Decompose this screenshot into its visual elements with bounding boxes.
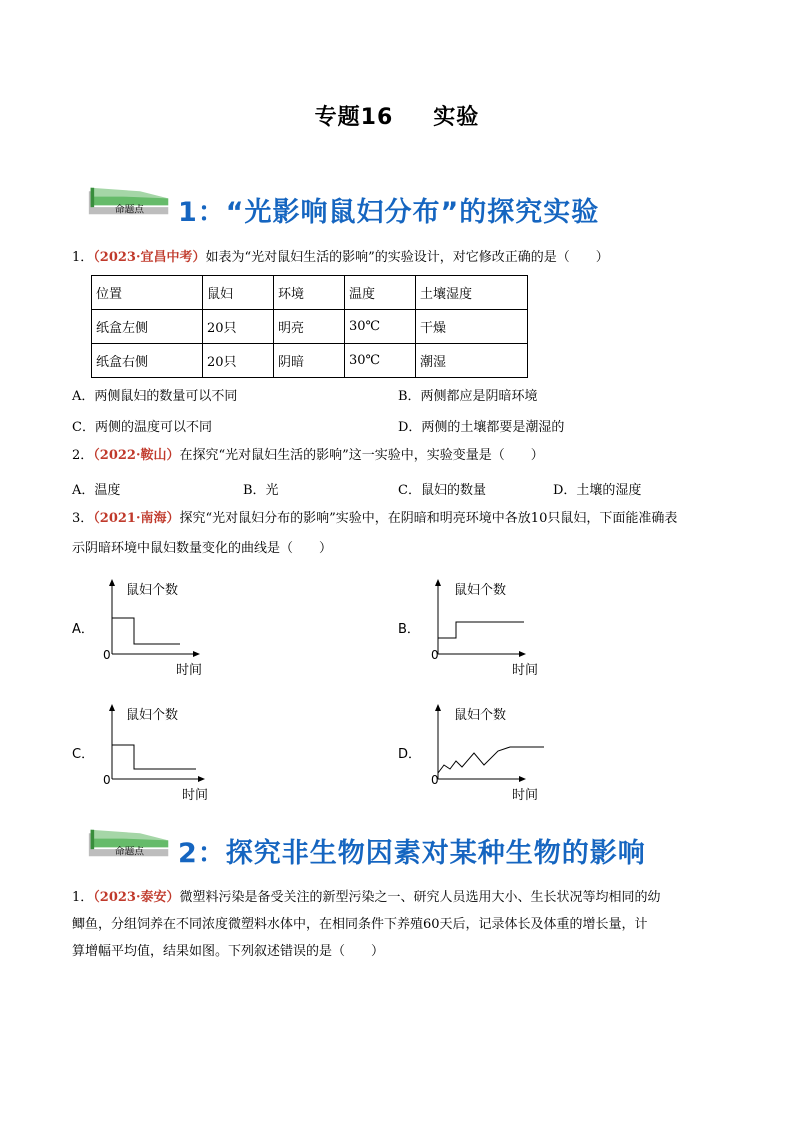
- svg-text:鼠妇个数: 鼠妇个数: [454, 583, 507, 598]
- graph-option-c[interactable]: [72, 703, 222, 807]
- section-2-number: 2：: [178, 838, 226, 869]
- q2-option-b[interactable]: B．光: [243, 483, 279, 498]
- table-cell: 纸盒左侧: [92, 310, 203, 344]
- section-1-heading: [178, 190, 599, 229]
- svg-text:鼠妇个数: 鼠妇个数: [454, 708, 507, 723]
- table-cell: 明亮: [274, 310, 345, 344]
- svg-text:B．: B．: [398, 622, 420, 637]
- svg-text:时间: 时间: [176, 663, 203, 678]
- svg-text:命题点: 命题点: [114, 846, 144, 858]
- table-header: 环境: [274, 276, 345, 310]
- question-4-source: （2023·泰安）: [93, 890, 180, 905]
- section-1-title: “光影响鼠妇分布”的探究实验: [225, 197, 600, 228]
- svg-text:C．: C．: [72, 747, 95, 762]
- question-4-line2: 鲫鱼，分组饲养在不同浓度微塑料水体中，在相同条件下养殖60天后，记录体长及体重的增长量，计: [72, 917, 648, 932]
- q1-option-d[interactable]: D．两侧的土壤都要是潮湿的: [398, 420, 565, 435]
- question-3-text-line2: 示阴暗环境中鼠妇数量变化的曲线是（ ）: [72, 541, 333, 556]
- table-header: 鼠妇: [203, 276, 274, 310]
- svg-text:0: 0: [431, 773, 439, 787]
- table-header: 位置: [92, 276, 203, 310]
- section-2-heading: [178, 831, 646, 870]
- table-header-row: [92, 276, 528, 310]
- graph-option-b[interactable]: [398, 578, 548, 682]
- q2-option-d[interactable]: D．土壤的湿度: [553, 483, 642, 498]
- question-3-text-line1: 探究“光对鼠妇分布的影响”实验中，在阴暗和明亮环境中各放10只鼠妇，下面能准确表: [179, 511, 678, 526]
- question-3-source: （2021·南海）: [93, 511, 180, 526]
- table-row: [92, 310, 528, 344]
- question-3: 3．（2021·南海）探究“光对鼠妇分布的影响”实验中，在阴暗和明亮环境中各放10只鼠妇，下面能准确表: [72, 511, 678, 526]
- topic-badge-2: [83, 828, 175, 862]
- svg-text:时间: 时间: [512, 788, 539, 803]
- question-4-line3: 算增幅平均值，结果如图。下列叙述错误的是（ ）: [72, 944, 385, 959]
- q1-option-c[interactable]: C．两侧的温度可以不同: [72, 420, 212, 435]
- section-2-title: 探究非生物因素对某种生物的影响: [225, 838, 646, 869]
- table-cell: 阴暗: [274, 344, 345, 378]
- q1-option-a[interactable]: A．两侧鼠妇的数量可以不同: [72, 389, 238, 404]
- section-1-number: 1：: [178, 197, 226, 228]
- topic-badge-1: [83, 186, 175, 220]
- table-cell: 纸盒右侧: [92, 344, 203, 378]
- svg-text:0: 0: [103, 773, 111, 787]
- svg-text:鼠妇个数: 鼠妇个数: [126, 583, 179, 598]
- svg-text:A．: A．: [72, 622, 94, 637]
- table-cell: 潮湿: [416, 344, 528, 378]
- svg-text:0: 0: [431, 648, 439, 662]
- question-2-source: （2022·鞍山）: [93, 448, 180, 463]
- svg-text:D．: D．: [398, 747, 422, 762]
- svg-text:0: 0: [103, 648, 111, 662]
- table-cell: 干燥: [416, 310, 528, 344]
- graph-option-a[interactable]: [72, 578, 222, 682]
- question-1-text: 如表为“光对鼠妇生活的影响”的实验设计，对它修改正确的是（ ）: [205, 250, 609, 265]
- svg-text:命题点: 命题点: [114, 204, 144, 216]
- question-4-line1: 微塑料污染是备受关注的新型污染之一、研究人员选用大小、生长状况等均相同的幼: [179, 890, 661, 905]
- table-cell: 30℃: [345, 344, 416, 378]
- title-main: 专题16: [314, 105, 394, 130]
- svg-text:鼠妇个数: 鼠妇个数: [126, 708, 179, 723]
- table-header: 温度: [345, 276, 416, 310]
- q1-option-b[interactable]: B．两侧都应是阴暗环境: [398, 389, 538, 404]
- table-cell: 20只: [203, 344, 274, 378]
- experiment-table: [91, 275, 528, 378]
- question-1: 1．（2023·宜昌中考）如表为“光对鼠妇生活的影响”的实验设计，对它修改正确的是（ ）: [72, 250, 609, 265]
- question-1-source: （2023·宜昌中考）: [93, 250, 206, 265]
- page-title: [0, 100, 794, 131]
- table-header: 土壤湿度: [416, 276, 528, 310]
- title-sub: 实验: [433, 105, 480, 130]
- table-cell: 20只: [203, 310, 274, 344]
- svg-text:时间: 时间: [512, 663, 539, 678]
- question-2-text: 在探究“光对鼠妇生活的影响”这一实验中，实验变量是（ ）: [179, 448, 544, 463]
- q2-option-a[interactable]: A．温度: [72, 483, 121, 498]
- table-cell: 30℃: [345, 310, 416, 344]
- question-4: 1．（2023·泰安）微塑料污染是备受关注的新型污染之一、研究人员选用大小、生长状况等均相同的幼: [72, 890, 661, 905]
- graph-option-d[interactable]: [398, 703, 548, 807]
- q2-option-c[interactable]: C．鼠妇的数量: [398, 483, 486, 498]
- svg-text:时间: 时间: [182, 788, 209, 803]
- question-2: 2．（2022·鞍山）在探究“光对鼠妇生活的影响”这一实验中，实验变量是（ ）: [72, 448, 544, 463]
- table-row: [92, 344, 528, 378]
